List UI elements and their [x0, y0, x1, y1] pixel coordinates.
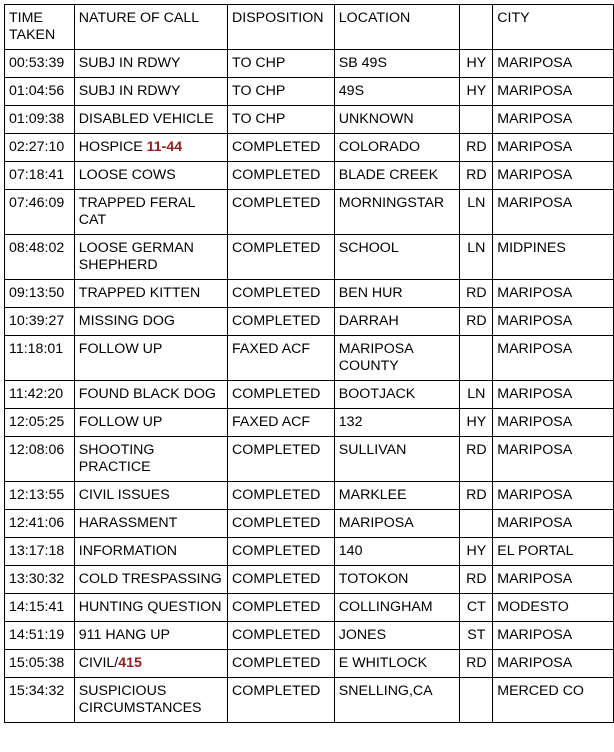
city-cell: MARIPOSA [493, 162, 614, 190]
table-row [5, 235, 614, 280]
nature-text: TRAPPED FERAL CAT [78, 195, 195, 228]
nature-text: SUSPICIOUS CIRCUMSTANCES [78, 683, 202, 716]
time-cell: 13:30:32 [5, 566, 75, 594]
disposition-cell: COMPLETED [228, 566, 335, 594]
disposition-cell: TO CHP [228, 78, 335, 106]
disposition-cell: COMPLETED [228, 482, 335, 510]
suffix-cell [460, 678, 493, 723]
time-cell: 08:48:02 [5, 235, 75, 280]
nature-text: CIVIL ISSUES [78, 487, 170, 503]
city-cell: MARIPOSA [493, 78, 614, 106]
nature-text: 911 HANG UP [78, 627, 170, 643]
time-cell: 15:34:32 [5, 678, 75, 723]
disposition-cell: COMPLETED [228, 594, 335, 622]
city-cell: MARIPOSA [493, 622, 614, 650]
nature-cell [74, 510, 227, 538]
nature-cell [74, 106, 227, 134]
location-cell: E WHITLOCK [334, 650, 460, 678]
nature-text: DISABLED VEHICLE [78, 111, 214, 127]
location-cell: BLADE CREEK [334, 162, 460, 190]
time-cell: 14:15:41 [5, 594, 75, 622]
suffix-cell: RD [460, 162, 493, 190]
nature-text: CIVIL/ [78, 655, 119, 671]
city-cell: MARIPOSA [493, 308, 614, 336]
nature-cell [74, 235, 227, 280]
suffix-cell: LN [460, 235, 493, 280]
location-cell: 132 [334, 409, 460, 437]
city-cell: MARIPOSA [493, 134, 614, 162]
suffix-cell: HY [460, 538, 493, 566]
table-row [5, 336, 614, 381]
location-cell: BEN HUR [334, 280, 460, 308]
time-cell: 11:18:01 [5, 336, 75, 381]
time-cell: 10:39:27 [5, 308, 75, 336]
nature-text: INFORMATION [78, 543, 178, 559]
disposition-cell: COMPLETED [228, 650, 335, 678]
suffix-cell [460, 336, 493, 381]
city-cell: MARIPOSA [493, 650, 614, 678]
table-row [5, 678, 614, 723]
nature-text: LOOSE COWS [78, 167, 176, 183]
city-cell: MARIPOSA [493, 437, 614, 482]
table-row [5, 594, 614, 622]
nature-text: LOOSE GERMAN SHEPHERD [78, 240, 194, 273]
table-row [5, 50, 614, 78]
suffix-cell [460, 106, 493, 134]
suffix-cell: ST [460, 622, 493, 650]
nature-cell [74, 381, 227, 409]
suffix-cell [460, 510, 493, 538]
nature-text: HUNTING QUESTION [78, 599, 222, 615]
disposition-cell: COMPLETED [228, 235, 335, 280]
city-cell: MARIPOSA [493, 409, 614, 437]
suffix-cell: LN [460, 190, 493, 235]
disposition-cell: COMPLETED [228, 437, 335, 482]
location-cell: UNKNOWN [334, 106, 460, 134]
nature-cell [74, 678, 227, 723]
nature-code: 11-44 [146, 139, 183, 155]
table-row [5, 566, 614, 594]
time-cell: 12:08:06 [5, 437, 75, 482]
nature-text: TRAPPED KITTEN [78, 285, 201, 301]
city-cell: MARIPOSA [493, 510, 614, 538]
time-cell: 11:42:20 [5, 381, 75, 409]
table-row [5, 622, 614, 650]
city-cell: MARIPOSA [493, 482, 614, 510]
table-row [5, 162, 614, 190]
nature-cell [74, 308, 227, 336]
time-cell: 15:05:38 [5, 650, 75, 678]
suffix-cell: RD [460, 650, 493, 678]
suffix-cell: HY [460, 78, 493, 106]
disposition-cell: TO CHP [228, 106, 335, 134]
disposition-cell: COMPLETED [228, 280, 335, 308]
city-cell: MARIPOSA [493, 190, 614, 235]
suffix-cell: RD [460, 308, 493, 336]
time-cell: 09:13:50 [5, 280, 75, 308]
header-row [5, 5, 614, 50]
nature-text: HARASSMENT [78, 515, 178, 531]
disposition-cell: FAXED ACF [228, 409, 335, 437]
nature-text: SUBJ IN RDWY [78, 55, 181, 71]
disposition-cell: COMPLETED [228, 510, 335, 538]
disposition-cell: COMPLETED [228, 381, 335, 409]
table-row [5, 381, 614, 409]
location-cell: MARIPOSA [334, 510, 460, 538]
time-cell: 13:17:18 [5, 538, 75, 566]
nature-text: FOLLOW UP [78, 341, 163, 357]
nature-text: MISSING DOG [78, 313, 175, 329]
city-cell: MARIPOSA [493, 50, 614, 78]
nature-cell [74, 280, 227, 308]
nature-text: HOSPICE [78, 139, 147, 155]
location-cell: JONES [334, 622, 460, 650]
city-cell: MIDPINES [493, 235, 614, 280]
time-cell: 14:51:19 [5, 622, 75, 650]
time-cell: 07:18:41 [5, 162, 75, 190]
table-row [5, 482, 614, 510]
header-time-taken: TIME TAKEN [5, 5, 75, 50]
table-row [5, 409, 614, 437]
location-cell: SCHOOL [334, 235, 460, 280]
location-cell: COLORADO [334, 134, 460, 162]
nature-cell [74, 336, 227, 381]
nature-cell [74, 650, 227, 678]
nature-cell [74, 538, 227, 566]
nature-cell [74, 409, 227, 437]
disposition-cell: COMPLETED [228, 678, 335, 723]
table-row [5, 190, 614, 235]
time-cell: 00:53:39 [5, 50, 75, 78]
nature-text: SHOOTING PRACTICE [78, 442, 155, 475]
city-cell: MARIPOSA [493, 566, 614, 594]
location-cell: DARRAH [334, 308, 460, 336]
nature-cell [74, 78, 227, 106]
suffix-cell: RD [460, 482, 493, 510]
suffix-cell: RD [460, 280, 493, 308]
nature-text: FOLLOW UP [78, 414, 163, 430]
nature-cell [74, 622, 227, 650]
table-row [5, 538, 614, 566]
table-row [5, 437, 614, 482]
time-cell: 02:27:10 [5, 134, 75, 162]
disposition-cell: COMPLETED [228, 162, 335, 190]
city-cell: MARIPOSA [493, 106, 614, 134]
suffix-cell: HY [460, 50, 493, 78]
location-cell: COLLINGHAM [334, 594, 460, 622]
city-cell: MERCED CO [493, 678, 614, 723]
location-cell: SB 49S [334, 50, 460, 78]
table-row [5, 134, 614, 162]
nature-text: SUBJ IN RDWY [78, 83, 181, 99]
disposition-cell: TO CHP [228, 50, 335, 78]
location-cell: SULLIVAN [334, 437, 460, 482]
nature-cell [74, 162, 227, 190]
time-cell: 07:46:09 [5, 190, 75, 235]
location-cell: SNELLING,CA [334, 678, 460, 723]
location-cell: 140 [334, 538, 460, 566]
suffix-cell: LN [460, 381, 493, 409]
location-cell: MORNINGSTAR [334, 190, 460, 235]
nature-cell [74, 594, 227, 622]
nature-cell [74, 134, 227, 162]
nature-cell [74, 566, 227, 594]
header-city: CITY [493, 5, 614, 50]
suffix-cell: RD [460, 437, 493, 482]
disposition-cell: COMPLETED [228, 190, 335, 235]
disposition-cell: COMPLETED [228, 622, 335, 650]
header-nature-of-call: NATURE OF CALL [74, 5, 227, 50]
suffix-cell: HY [460, 409, 493, 437]
time-cell: 01:09:38 [5, 106, 75, 134]
suffix-cell: RD [460, 566, 493, 594]
time-cell: 12:13:55 [5, 482, 75, 510]
location-cell: TOTOKON [334, 566, 460, 594]
nature-cell [74, 50, 227, 78]
city-cell: MARIPOSA [493, 280, 614, 308]
header-disposition: DISPOSITION [228, 5, 335, 50]
disposition-cell: COMPLETED [228, 308, 335, 336]
location-cell: BOOTJACK [334, 381, 460, 409]
call-log-body [5, 50, 614, 723]
nature-cell [74, 190, 227, 235]
table-row [5, 106, 614, 134]
table-row [5, 280, 614, 308]
location-cell: MARIPOSA COUNTY [334, 336, 460, 381]
header-street-suffix [460, 5, 493, 50]
call-log-table [4, 4, 614, 723]
table-row [5, 510, 614, 538]
nature-cell [74, 437, 227, 482]
disposition-cell: FAXED ACF [228, 336, 335, 381]
table-row [5, 650, 614, 678]
city-cell: MODESTO [493, 594, 614, 622]
city-cell: EL PORTAL [493, 538, 614, 566]
suffix-cell: CT [460, 594, 493, 622]
nature-code: 415 [118, 655, 142, 671]
disposition-cell: COMPLETED [228, 538, 335, 566]
suffix-cell: RD [460, 134, 493, 162]
header-location: LOCATION [334, 5, 460, 50]
time-cell: 01:04:56 [5, 78, 75, 106]
nature-text: FOUND BLACK DOG [78, 386, 216, 402]
nature-cell [74, 482, 227, 510]
city-cell: MARIPOSA [493, 336, 614, 381]
table-row [5, 78, 614, 106]
disposition-cell: COMPLETED [228, 134, 335, 162]
city-cell: MARIPOSA [493, 381, 614, 409]
nature-text: COLD TRESPASSING [78, 571, 222, 587]
table-row [5, 308, 614, 336]
time-cell: 12:05:25 [5, 409, 75, 437]
time-cell: 12:41:06 [5, 510, 75, 538]
location-cell: 49S [334, 78, 460, 106]
location-cell: MARKLEE [334, 482, 460, 510]
